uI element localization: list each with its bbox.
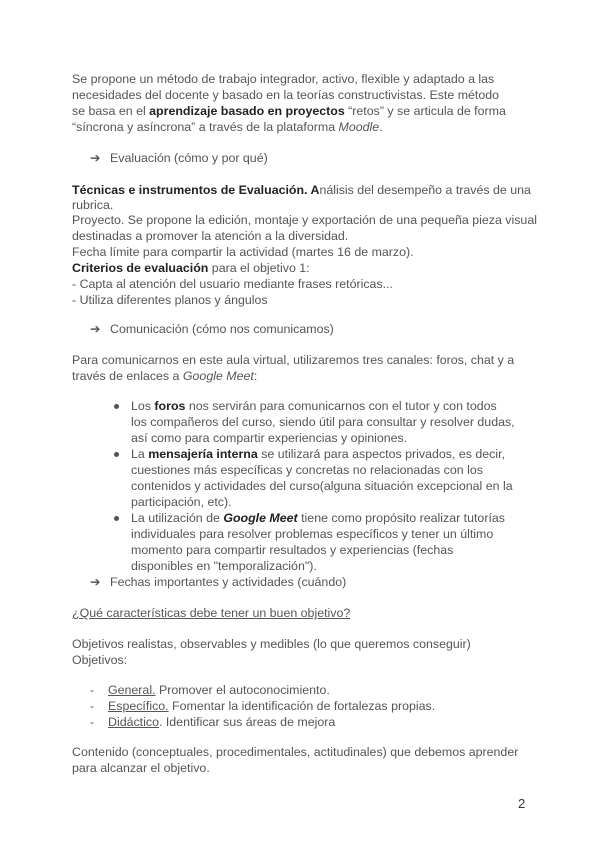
comunicacion-intro: Para comunicarnos en este aula virtual, utilizaremos tres canales: foros, chat y a: [72, 353, 515, 367]
intro-line: Se propone un método de trabajo integrador, activo, flexible y adaptado a las: [72, 72, 495, 86]
arrow-right-icon: ➔: [90, 151, 101, 165]
objetivos-line: Objetivos realistas, observables y medibles (lo que queremos conseguir): [72, 637, 471, 651]
intro-line: se basa en el aprendizaje basado en proyectos “retos” y se articula de forma: [72, 104, 506, 118]
bullet-mensajeria-line: cuestiones más específicas y concretas no relacionadas con los: [131, 463, 483, 477]
comunicacion-intro: través de enlaces a Google Meet:: [72, 369, 258, 383]
intro-line: necesidades del docente y basado en la teorías constructivistas. Este método: [72, 88, 500, 102]
section-heading-fechas: ➔ Fechas importantes y actividades (cuándo): [90, 575, 347, 589]
section-heading-comunicacion: ➔ Comunicación (cómo nos comunicamos): [90, 322, 334, 336]
criterio-item: - Utiliza diferentes planos y ángulos: [72, 293, 268, 307]
bullet-icon: [114, 447, 122, 455]
proyecto-line: destinadas a promover la atención a la diversidad.: [72, 229, 349, 243]
proyecto-line: Proyecto. Se propone la edición, montaje y exportación de una pequeña pieza visual: [72, 213, 537, 227]
criterios-heading: Criterios de evaluación para el objetivo 1:: [72, 261, 310, 275]
tecnicas-line: rubrica.: [72, 198, 114, 212]
objetivos-line: Objetivos:: [72, 653, 128, 667]
italic-text: Moodle: [338, 120, 380, 134]
dash-marker: -: [90, 699, 95, 713]
tecnicas-line: Técnicas e instrumentos de Evaluación. Análisis del desempeño a través de una: [72, 183, 531, 197]
bullet-foros-line: los compañeros del curso, siendo útil para consultar y resolver dudas,: [131, 415, 515, 429]
section-heading-evaluacion: ➔ Evaluación (cómo y por qué): [90, 151, 268, 165]
bullet-icon: [114, 399, 122, 407]
bullet-meet-line: disponibles en "temporalización").: [131, 559, 317, 573]
objetivo-item: Didáctico. Identificar sus áreas de mejora: [108, 715, 336, 729]
contenido-line: Contenido (conceptuales, procedimentales, actitudinales) que debemos aprender: [72, 745, 519, 759]
bullet-meet-line: individuales para resolver problemas específicos y tener un último: [131, 527, 494, 541]
page-number: 2: [518, 796, 526, 811]
bullet-foros: Los foros nos servirán para comunicarnos con el tutor y con todos: [131, 399, 497, 413]
contenido-line: para alcanzar el objetivo.: [72, 761, 210, 775]
dash-marker: -: [90, 683, 95, 697]
bold-text: aprendizaje basado en proyectos: [149, 104, 345, 118]
bullet-mensajeria: La mensajería interna se utilizará para aspectos privados, es decir,: [131, 447, 505, 461]
bullet-mensajeria-line: participación, etc).: [131, 495, 232, 509]
objetivo-item: General. Promover el autoconocimiento.: [108, 683, 330, 697]
bullet-foros-line: así como para compartir experiencias y opiniones.: [131, 431, 408, 445]
fecha-limite: Fecha límite para compartir la actividad (martes 16 de marzo).: [72, 245, 414, 259]
bullet-meet-line: momento para compartir resultados y experiencias (fechas: [131, 543, 454, 557]
intro-line: “síncrona y asíncrona” a través de la plataforma Moodle.: [72, 120, 383, 134]
objetivo-item: Específico. Fomentar la identificación de fortalezas propias.: [108, 699, 436, 713]
bullet-icon: [114, 511, 122, 519]
arrow-right-icon: ➔: [90, 575, 101, 589]
bullet-mensajeria-line: contenidos y actividades del curso(alguna situación excepcional en la: [131, 479, 513, 493]
dash-marker: -: [90, 715, 95, 729]
criterio-item: - Capta al atención del usuario mediante frases retóricas...: [72, 277, 393, 291]
bullet-meet: La utilización de Google Meet tiene como propósito realizar tutorías: [131, 511, 505, 525]
arrow-right-icon: ➔: [90, 322, 101, 336]
objetivo-question: ¿Qué características debe tener un buen objetivo?: [72, 606, 351, 620]
